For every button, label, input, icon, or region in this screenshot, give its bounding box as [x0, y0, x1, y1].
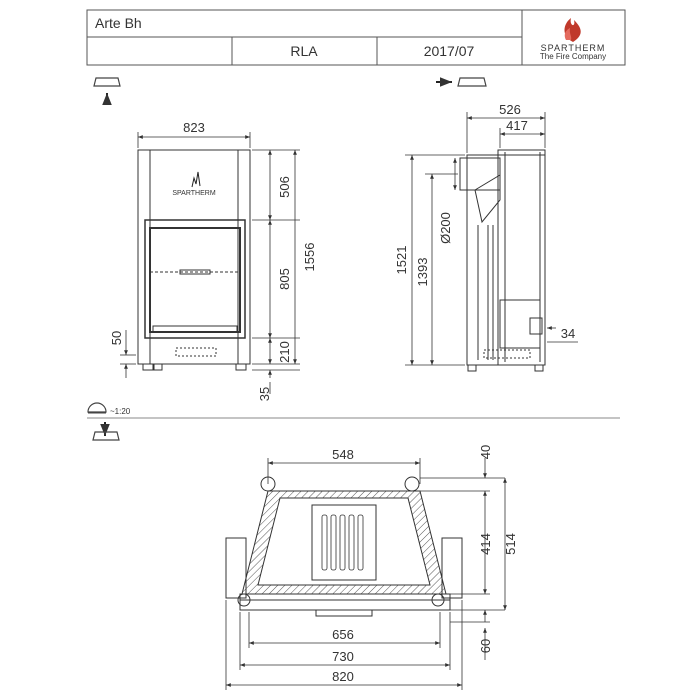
top-view-marker — [93, 422, 119, 440]
dim-side-flue: Ø200 — [438, 212, 453, 244]
dim-front-base-left: 50 — [109, 330, 124, 346]
dim-top-total: 514 — [503, 533, 518, 555]
flue-collar — [460, 158, 500, 190]
dim-top-width-inner: 548 — [332, 447, 354, 462]
dim-front-top: 506 — [277, 176, 292, 198]
brand-logo — [540, 18, 606, 61]
dim-top-mid: 414 — [478, 533, 493, 555]
scale-note — [88, 403, 131, 416]
side-dimensions — [405, 112, 578, 365]
glass-door — [145, 220, 245, 338]
dim-side-height-total: 1521 — [394, 245, 409, 275]
dim-front-total: 1556 — [302, 242, 317, 272]
dim-front-glass: 805 — [277, 268, 292, 290]
dim-side-offset: 34 — [560, 326, 576, 341]
dim-front-bottom: 210 — [277, 341, 292, 363]
front-logo — [172, 172, 215, 197]
side-dimension-labels — [394, 102, 575, 341]
dim-top-820: 820 — [332, 669, 354, 684]
dim-side-total: 526 — [499, 102, 521, 117]
front-view — [138, 150, 250, 370]
scale-label: ~1:20 — [110, 407, 131, 416]
brand-tagline: The Fire Company — [539, 52, 607, 61]
dim-top-656: 656 — [332, 627, 354, 642]
date-label: 2017/07 — [423, 43, 475, 59]
dim-top-730: 730 — [332, 649, 354, 664]
product-name: Arte Bh — [95, 15, 142, 31]
top-view — [226, 477, 462, 616]
variant-label: RLA — [290, 43, 318, 59]
dim-side-height-outlet: 1393 — [415, 257, 430, 287]
title-block — [87, 10, 625, 65]
dim-front-foot: 35 — [257, 386, 272, 402]
front-view-marker — [94, 78, 120, 104]
side-view — [460, 150, 545, 371]
dim-top-front: 40 — [478, 444, 493, 460]
dim-side-top: 417 — [506, 118, 528, 133]
dim-top-rear: 60 — [478, 638, 493, 654]
side-view-marker — [436, 78, 486, 86]
scale-ruler-icon — [88, 403, 106, 412]
front-frame — [240, 594, 450, 610]
svg-text:SPARTHERM: SPARTHERM — [172, 190, 216, 197]
dim-front-width: 823 — [183, 120, 205, 135]
front-dimension-labels — [109, 120, 317, 401]
brand-name: SPARTHERM — [540, 43, 606, 53]
front-dimensions — [120, 132, 300, 394]
